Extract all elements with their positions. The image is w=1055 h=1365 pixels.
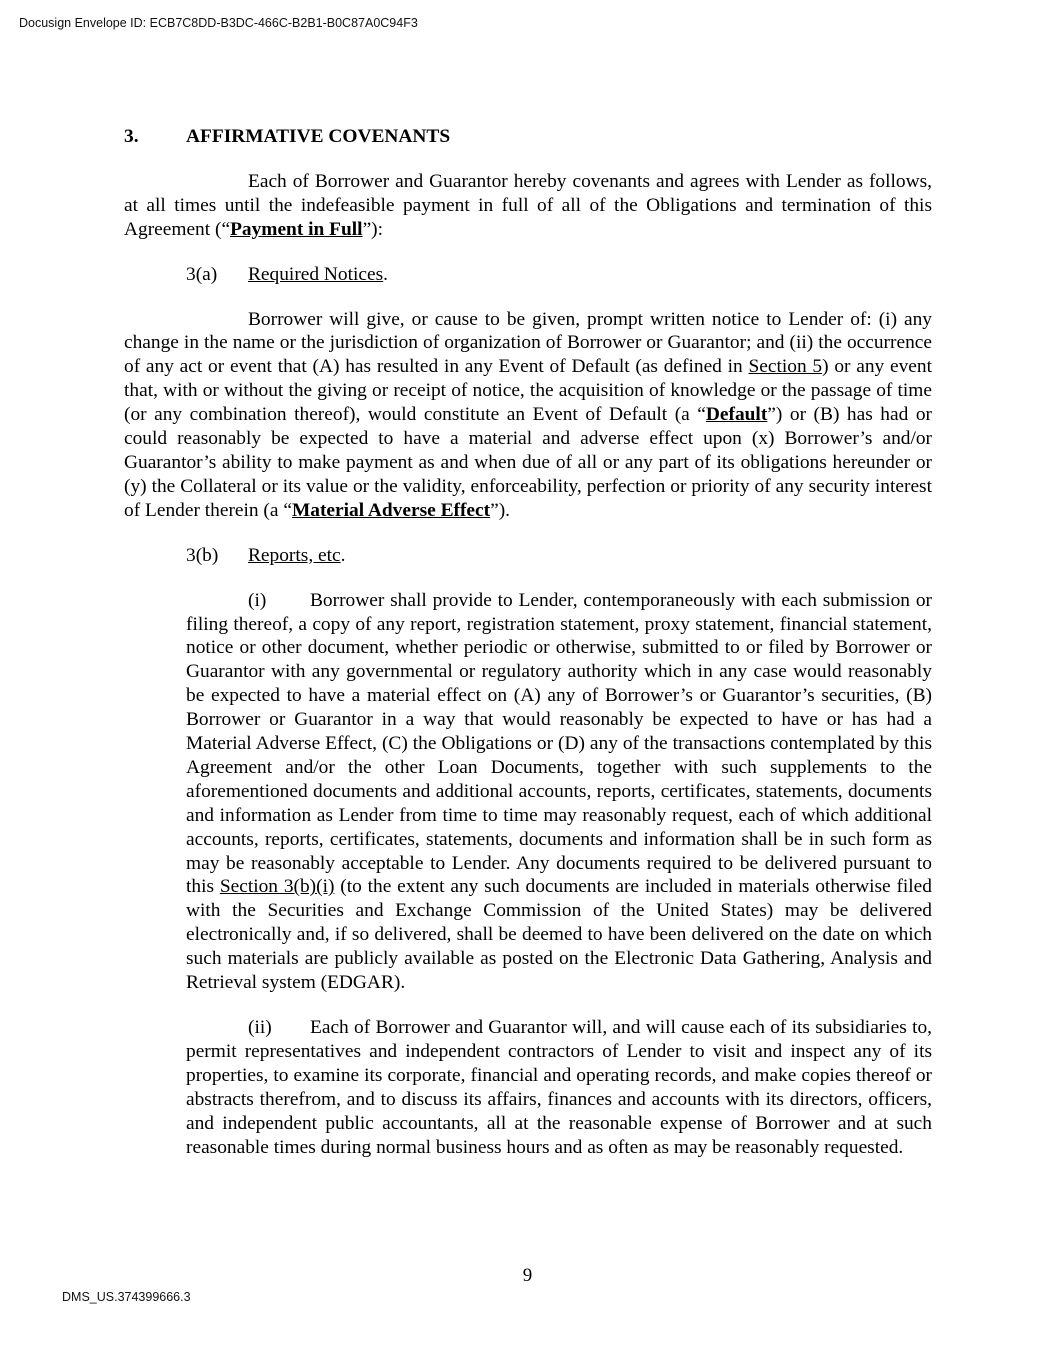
- subsection-title: Required Notices: [248, 263, 384, 285]
- reports-item-i: [186, 589, 932, 995]
- intro-text: Each of Borrower and Guarantor hereby covenants and agrees with Lender as follows, at all times until the indefeasible payment in full of all of the Obligations and termination of this Agreement (“: [124, 170, 932, 240]
- paragraph-text: ”).: [490, 499, 511, 521]
- envelope-id: Docusign Envelope ID: ECB7C8DD-B3DC-466C-B2B1-B0C87A0C94F3: [19, 16, 418, 30]
- subsection-label: 3(a): [186, 263, 218, 285]
- item-text: (to the extent any such documents are included in materials otherwise filed with the Securities and Exchange Commission of the United States) may be delivered electronically and, if so delivered, shall be deemed to have been delivered on the date on which such materials are publicly available as posted on the Electronic Data Gathering, Analysis and Retrieval system (EDGAR).: [186, 876, 932, 994]
- document-id: DMS_US.374399666.3: [62, 1290, 191, 1304]
- paragraph-text: Borrower will give, or cause to be given, prompt written notice to Lender of: (i) any change in the name or the jurisdiction of organization of Borrower or Guarantor; and (ii) the occurrence of any act or event that (A) has resulted in any Event of Default (as defined in: [124, 308, 932, 378]
- document-page: [124, 120, 932, 1159]
- term-default: Default: [705, 404, 768, 426]
- item-text: Borrower shall provide to Lender, contemporaneously with each submission or filing thereof, a copy of any report, registration statement, proxy statement, financial statement, notice or other document, whether periodic or otherwise, submitted to or filed by Borrower or Guarantor with any governmental or regulatory authority which in any case would reasonably be expected to have a material effect on (A) any of Borrower’s or Guarantor’s securities, (B) Borrower or Guarantor in a way that would reasonably be expected to have or has had a Material Adverse Effect, (C) the Obligations or (D) any of the transactions contemplated by this Agreement and/or the other Loan Documents, together with such supplements to the aforementioned documents and additional accounts, reports, certificates, statements, documents and information as Lender from time to time may reasonably request, each of which additional accounts, reports, certificates, statements, documents and information shall be in such form as may be reasonably acceptable to Lender. Any documents required to be delivered pursuant to this: [186, 589, 932, 898]
- title-period: .: [340, 544, 346, 566]
- required-notices-paragraph: [124, 308, 932, 523]
- section-3bi-reference: Section 3(b)(i): [219, 876, 335, 898]
- term-payment-in-full: Payment in Full: [230, 218, 363, 240]
- subsection-label: 3(b): [186, 544, 219, 566]
- item-label: (ii): [248, 1017, 272, 1038]
- reports-item-ii: [186, 1016, 932, 1159]
- section-title: AFFIRMATIVE COVENANTS: [186, 126, 451, 147]
- subsection-heading-3a: [124, 263, 932, 287]
- section-number: 3.: [124, 126, 139, 147]
- title-period: .: [383, 263, 389, 285]
- subsection-title: Reports, etc: [248, 544, 341, 566]
- paragraph-text: ”) or (B) has had or could reasonably be expected to have a material and adverse effect upon (x) Borrower’s and/or Guarantor’s ability to make payment as and when due of all or any part of its obligations hereunder or (y) the Collateral or its value or the validity, enforceability, perfection or priority of any security interest of Lender therein (a “: [124, 404, 932, 521]
- item-text: Each of Borrower and Guarantor will, and will cause each of its subsidiaries to, permit representatives and independent contractors of Lender to visit and inspect any of its properties, to examine its corporate, financial and operating records, and make copies thereof or abstracts therefrom, and to discuss its affairs, finances and accounts with its directors, officers, and independent public accountants, all at the reasonable expense of Borrower and at such reasonable times during normal business hours and as often as may be reasonably requested.: [186, 1017, 932, 1158]
- item-label: (i): [248, 589, 267, 611]
- page-number: 9: [522, 1265, 533, 1286]
- paragraph-text: ) or any event that, with or without the giving or receipt of notice, the acquisition of knowledge or the passage of time (or any combination thereof), would constitute an Event of Default (a “: [124, 356, 932, 426]
- section-intro: [124, 170, 932, 242]
- subsection-heading-3b: [124, 544, 932, 568]
- section-heading: [124, 125, 932, 149]
- intro-text-end: ”):: [362, 218, 384, 240]
- section-5-reference: Section 5: [748, 356, 823, 378]
- term-material-adverse-effect: Material Adverse Effect: [291, 499, 491, 521]
